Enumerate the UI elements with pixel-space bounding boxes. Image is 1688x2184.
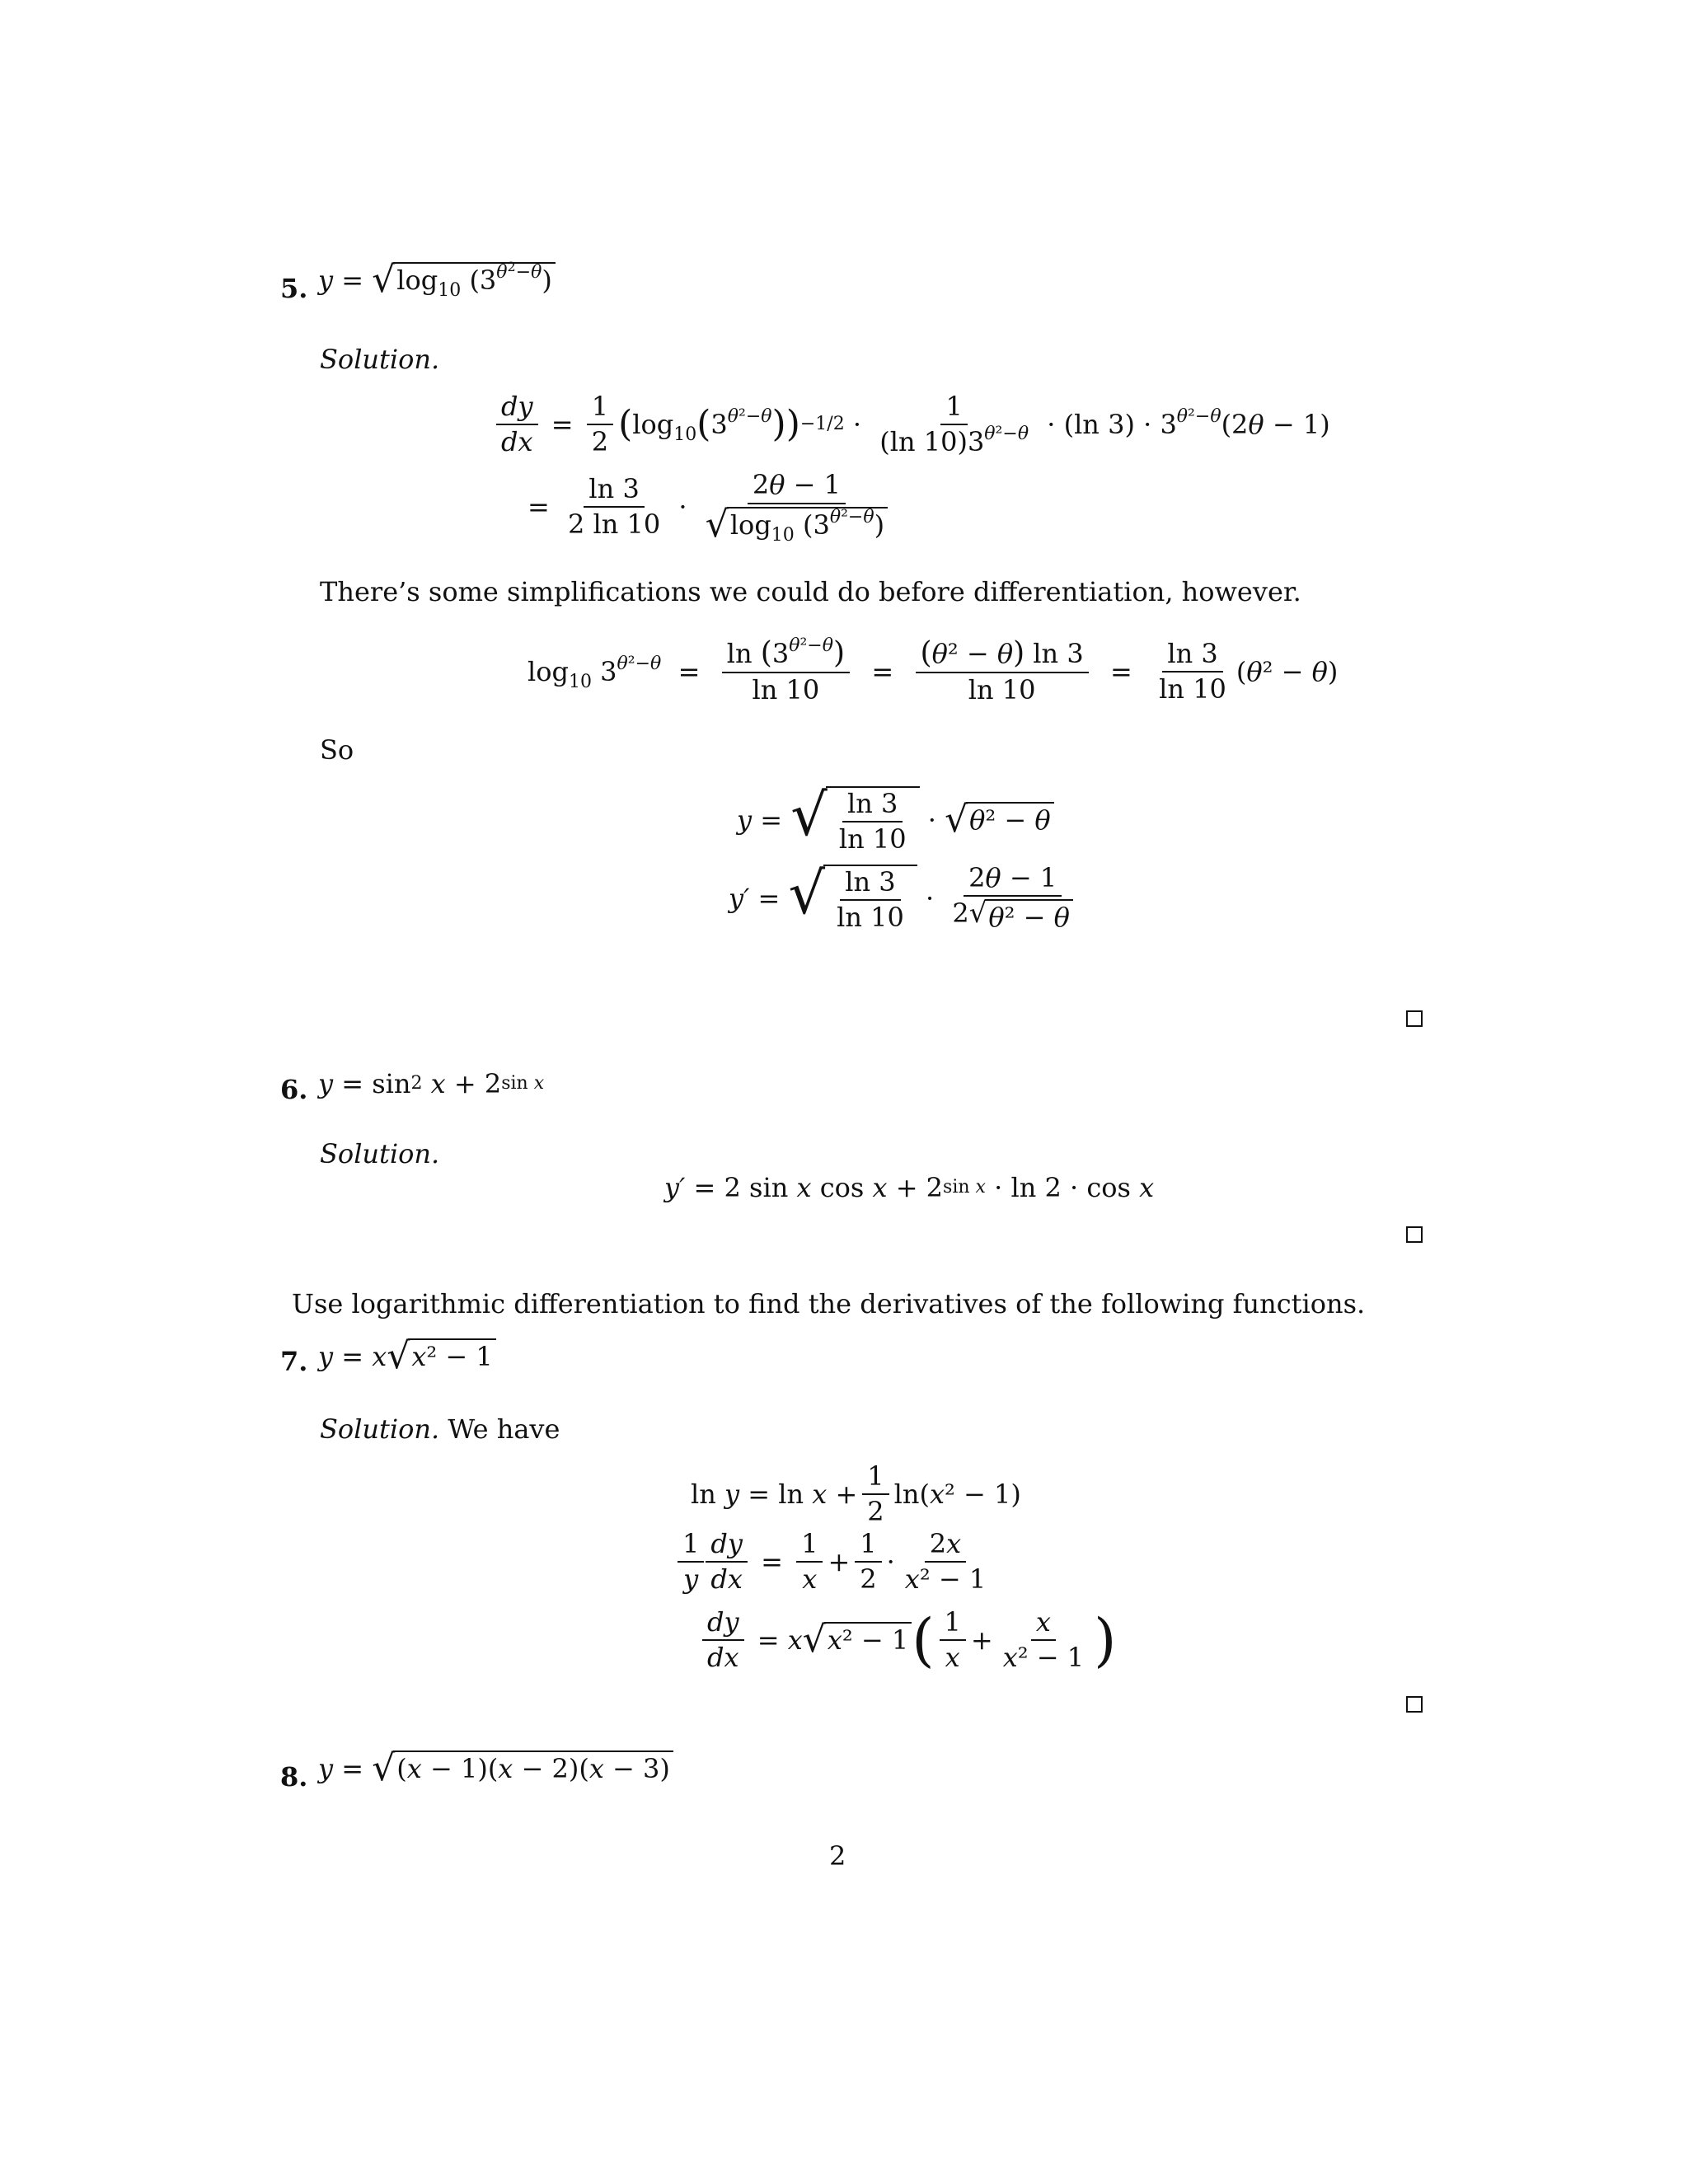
- p5-statement-text: [0, 0, 1, 1]
- qed-square: [1406, 1226, 1423, 1243]
- problem-number: 5.: [280, 273, 308, 304]
- y-prime-line: y′ = √ $\frac{\ln 3}{\ln 10}$ · 2θ − 1 2 √ θ² − θ: [729, 861, 1083, 935]
- solution-label: Solution.: [320, 344, 440, 375]
- solution-intro: [320, 1413, 560, 1445]
- remark-text: There’s some simplifications we could do before differentiation, however.: [320, 576, 1301, 607]
- problem-statement: y = x √ x² − 1: [318, 1338, 496, 1375]
- qed-square: [1406, 1696, 1423, 1713]
- problem-number: 6.: [280, 1074, 308, 1105]
- log-line-2: 1 y $\frac{dy}{dx}$ = $\frac{1}{x}$ + $\frac{1}{2}$ · 2x x² − 1: [673, 1525, 996, 1599]
- so-label: So: [320, 734, 354, 766]
- solution-label: Solution.: [320, 1138, 440, 1169]
- solution-label: Solution.: [320, 1413, 440, 1445]
- y-line: y = √ $\frac{\ln 3}{\ln 10}$ · √ θ² − θ: [737, 783, 1054, 857]
- page-number: 2: [829, 1840, 846, 1872]
- simplification-line: $\log_{10} 3^{\theta^2-\theta}$ = $\frac{\ln (3^{\theta^2-\theta})}{\ln 10}$ = $\frac{\text{(θ² − θ) ln 3}}{\ln 10}$ = $\frac{\ln 3}{\ln 10}$ (θ² − θ): [528, 635, 1339, 705]
- problem-statement: y = sin 2 x + 2 sin x: [318, 1068, 545, 1099]
- derivative-line-1: $\frac{dy}{dx}$ = $\frac{1}{2}$ ( $\log_{10}$ ( $3^{\theta^2-\theta}$ )) −1/2 · 1 (ln $10)3^{\theta^2-\theta}$ · (ln $3) \cdot 3^{\theta^2-\theta}(2\theta - 1)$: [491, 387, 1330, 462]
- problem-statement: y = √ $\log_{10} (3^{\theta^2-\theta})$: [318, 262, 556, 298]
- derivative-line-2: = $\frac{\ln 3}{2 \ln 10}$ · 2θ − 1 √ $\log_{10} (3^{\theta^2-\theta})$: [528, 466, 898, 548]
- log-line-1: ln y = ln x + $\frac{1}{2}$ ln(x² − 1): [691, 1460, 1021, 1527]
- log-line-3: $\frac{dy}{dx}$ = x √ x² − 1 ( 1 x + $\frac{x}{\text{x² − 1}}$ ): [697, 1599, 1116, 1681]
- qed-square: [1406, 1010, 1423, 1027]
- problem-statement: y = √ (x − 1)(x − 2)(x − 3): [318, 1750, 673, 1787]
- problem-number: 8.: [280, 1761, 308, 1793]
- problem-number: 7.: [280, 1346, 308, 1377]
- solution-we-have: We have: [448, 1413, 560, 1445]
- derivative-result: y′ = 2 sin x cos x + 2 sin x · ln 2 · cos x: [664, 1172, 1155, 1203]
- section-intro: Use logarithmic differentiation to find the derivatives of the following functions.: [292, 1288, 1366, 1319]
